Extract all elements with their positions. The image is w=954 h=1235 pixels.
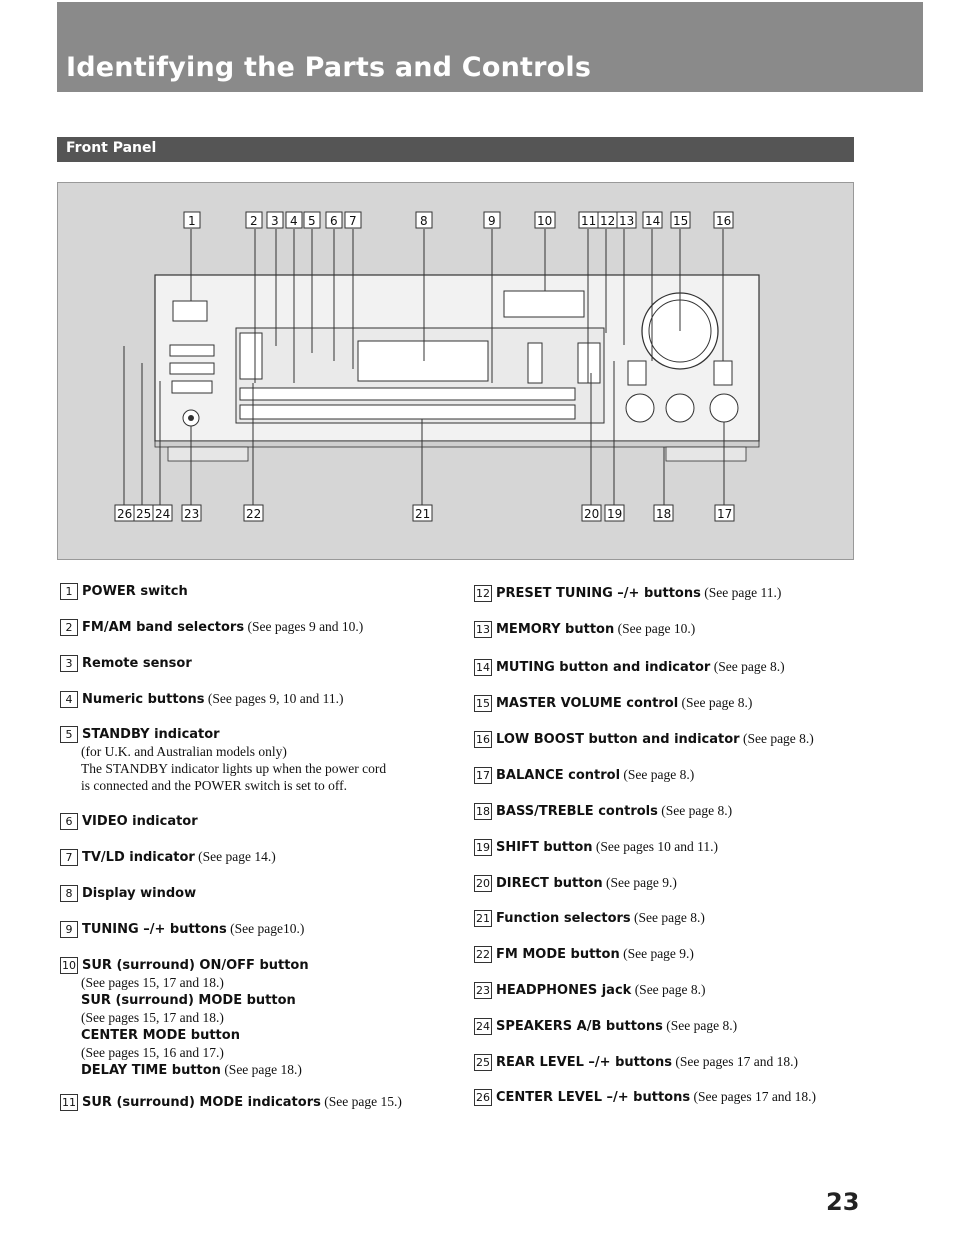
callout-26-text: 26	[117, 507, 133, 521]
sur-mode-button-label: SUR (surround) MODE button	[81, 993, 296, 1008]
sur-ref-3: (See pages 15, 16 and 17.)	[81, 1045, 224, 1060]
part-item-11: 11 SUR (surround) MODE indicators (See page 15.)	[62, 1094, 402, 1110]
muting-button-shape	[628, 361, 646, 385]
part-item-4: 4 Numeric buttons (See pages 9, 10 and 11.)	[60, 690, 343, 708]
part-item-12: 12 PRESET TUNING –/+ buttons (See page 11.)	[476, 585, 782, 601]
callout-8-text: 8	[420, 214, 428, 228]
part-item-18: 18 BASS/TREBLE controls (See page 8.)	[476, 803, 733, 819]
part-item-10: 10 SUR (surround) ON/OFF button (See pages 15, 17 and 18.) SUR (surround) MODE button (See pages 15, 17 and 18.) CENTER MODE button (See pages 15, 16 and 17.) DELAY TIME button (See page 18.)	[60, 956, 450, 1079]
callout-15-text: 15	[673, 214, 689, 228]
standby-note-line1: (for U.K. and Australian models only)	[81, 744, 287, 759]
callout-24-text: 24	[155, 507, 171, 521]
callout-21-text: 21	[415, 507, 431, 521]
callout-12-text: 12	[600, 214, 616, 228]
part-item-15: 15 MASTER VOLUME control (See page 8.)	[476, 695, 753, 711]
section-title: Front Panel	[66, 140, 157, 156]
callout-25-text: 25	[136, 507, 152, 521]
callout-13-text: 13	[619, 214, 635, 228]
low-boost-button-shape	[714, 361, 732, 385]
balance-knob-shape	[710, 394, 738, 422]
callout-9-text: 9	[488, 214, 496, 228]
left-button-1	[170, 345, 214, 356]
part-item-16: 16 LOW BOOST button and indicator (See page 8.)	[476, 731, 814, 747]
callout-10-text: 10	[537, 214, 553, 228]
callout-18-text: 18	[656, 507, 672, 521]
callout-16-text: 16	[716, 214, 732, 228]
callout-3-text: 3	[271, 214, 279, 228]
part-item-8: 8 Display window	[60, 884, 196, 902]
callout-11-text: 11	[581, 214, 597, 228]
part-item-21: 21 Function selectors (See page 8.)	[476, 910, 705, 926]
part-item-23: 23 HEADPHONES jack (See page 8.)	[476, 982, 706, 998]
sur-ref-1: (See pages 15, 17 and 18.)	[81, 975, 224, 990]
power-switch-shape	[173, 301, 207, 321]
function-selector-row	[240, 388, 575, 400]
callout-4-text: 4	[290, 214, 298, 228]
callout-22-text: 22	[246, 507, 262, 521]
bass-knob-shape	[626, 394, 654, 422]
front-panel-figure	[57, 182, 854, 560]
treble-knob-shape	[666, 394, 694, 422]
callout-23-text: 23	[184, 507, 200, 521]
center-mode-button-label: CENTER MODE button	[81, 1028, 240, 1043]
callout-5-text: 5	[308, 214, 316, 228]
callouts-top	[184, 212, 733, 228]
part-item-3: 3 Remote sensor	[60, 654, 192, 672]
part-item-5: 5 STANDBY indicator (for U.K. and Australian models only) The STANDBY indicator lights up when the power cord is connected and the POWER switch is set to off.	[60, 725, 450, 794]
left-button-3	[172, 381, 212, 393]
sur-ref-2: (See pages 15, 17 and 18.)	[81, 1010, 224, 1025]
left-button-2	[170, 363, 214, 374]
callout-17-text: 17	[717, 507, 733, 521]
section-bar	[57, 137, 854, 162]
standby-note-line3: is connected and the POWER switch is set to off.	[81, 778, 347, 793]
callout-2-text: 2	[250, 214, 258, 228]
part-item-20: 20 DIRECT button (See page 9.)	[476, 875, 677, 891]
sur-ref-4: (See page 18.)	[224, 1062, 302, 1077]
front-panel-diagram	[58, 183, 855, 561]
callout-7-text: 7	[349, 214, 357, 228]
callout-1-text: 1	[188, 214, 196, 228]
part-item-17: 17 BALANCE control (See page 8.)	[476, 767, 695, 783]
page-number: 23	[826, 1188, 860, 1216]
part-item-1: 1 POWER switch	[60, 582, 188, 600]
callout-14-text: 14	[645, 214, 661, 228]
callout-6-text: 6	[330, 214, 338, 228]
part-item-6: 6 VIDEO indicator	[60, 812, 198, 830]
part-item-22: 22 FM MODE button (See page 9.)	[476, 946, 694, 962]
part-item-2: 2 FM/AM band selectors (See pages 9 and 10.)	[60, 618, 363, 636]
part-item-24: 24 SPEAKERS A/B buttons (See page 8.)	[476, 1018, 738, 1034]
right-foot	[666, 447, 746, 461]
part-item-13: 13 MEMORY button (See page 10.)	[476, 621, 696, 637]
title-bar	[57, 2, 923, 92]
part-item-14: 14 MUTING button and indicator (See page 8.)	[476, 659, 785, 675]
receiver-base	[155, 441, 759, 447]
lower-button-row	[240, 405, 575, 419]
part-item-9: 9 TUNING –/+ buttons (See page10.)	[60, 920, 304, 938]
part-item-7: 7 TV/LD indicator (See page 14.)	[60, 848, 276, 866]
part-item-26: 26 CENTER LEVEL –/+ buttons (See pages 17 and 18.)	[476, 1089, 817, 1105]
sur-buttons-shape	[504, 291, 584, 317]
part-item-25: 25 REAR LEVEL –/+ buttons (See pages 17 and 18.)	[476, 1054, 798, 1070]
standby-note-line2: The STANDBY indicator lights up when the power cord	[81, 761, 387, 776]
delay-time-button-label: DELAY TIME button	[81, 1063, 221, 1078]
part-item-19: 19 SHIFT button (See pages 10 and 11.)	[476, 839, 718, 855]
callout-20-text: 20	[584, 507, 600, 521]
display-window-shape	[358, 341, 488, 381]
left-foot	[168, 447, 248, 461]
callout-19-text: 19	[607, 507, 623, 521]
page-title: Identifying the Parts and Controls	[66, 52, 592, 83]
callouts-bottom	[115, 505, 734, 521]
